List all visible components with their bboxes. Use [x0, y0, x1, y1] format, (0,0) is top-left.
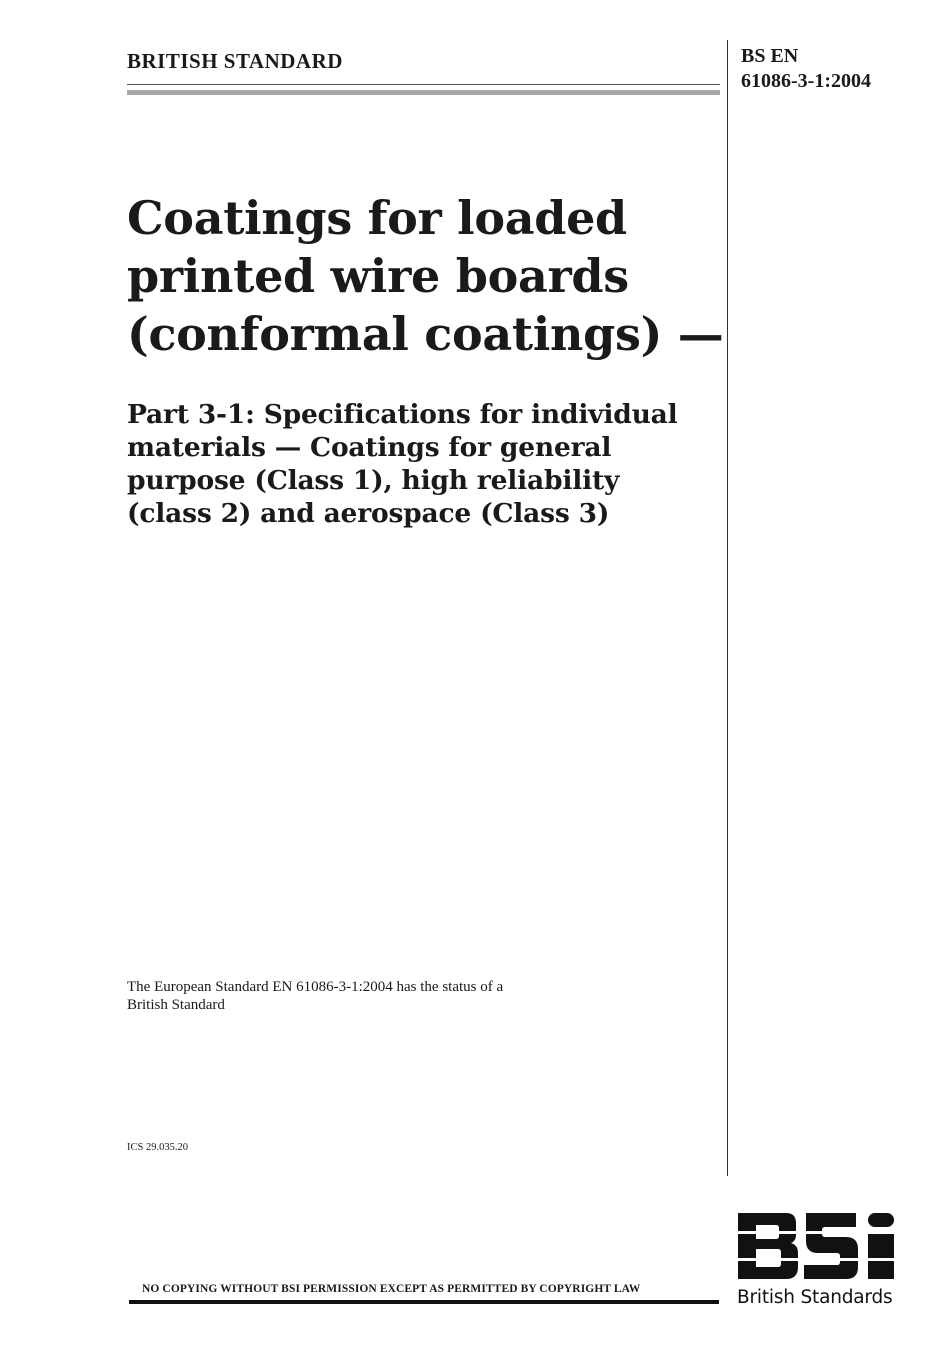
main-title-line-2: printed wire boards: [127, 249, 629, 303]
logo-caption: British Standards: [737, 1287, 893, 1308]
vertical-divider: [727, 40, 728, 1176]
header-rule-thin: [127, 84, 720, 85]
sub-title-line-4: (class 2) and aerospace (Class 3): [127, 498, 610, 529]
ics-code: ICS 29.035.20: [127, 1142, 188, 1153]
main-title-line-1: Coatings for loaded: [127, 191, 627, 245]
series-label: BRITISH STANDARD: [127, 49, 343, 73]
copyright-notice: NO COPYING WITHOUT BSI PERMISSION EXCEPT AS PERMITTED BY COPYRIGHT LAW: [142, 1283, 641, 1295]
status-line-1: The European Standard EN 61086-3-1:2004 has the status of a: [127, 979, 504, 995]
sub-title-line-3: purpose (Class 1), high reliability: [127, 465, 620, 496]
sub-title-line-2: materials — Coatings for general: [127, 432, 612, 463]
status-line-2: British Standard: [127, 997, 225, 1013]
main-title: [127, 189, 727, 363]
standard-number-line-1: BS EN: [741, 45, 799, 67]
sub-title-line-1: Part 3-1: Specifications for individual: [127, 399, 678, 430]
status-statement: [127, 978, 503, 1014]
standard-number: [741, 44, 871, 94]
sub-title: [127, 398, 727, 530]
header-rule-thick: [127, 90, 720, 95]
standard-number-line-2: 61086-3-1:2004: [741, 70, 871, 92]
footer-rule: [129, 1300, 719, 1304]
main-title-line-3: (conformal coatings) —: [127, 307, 724, 361]
